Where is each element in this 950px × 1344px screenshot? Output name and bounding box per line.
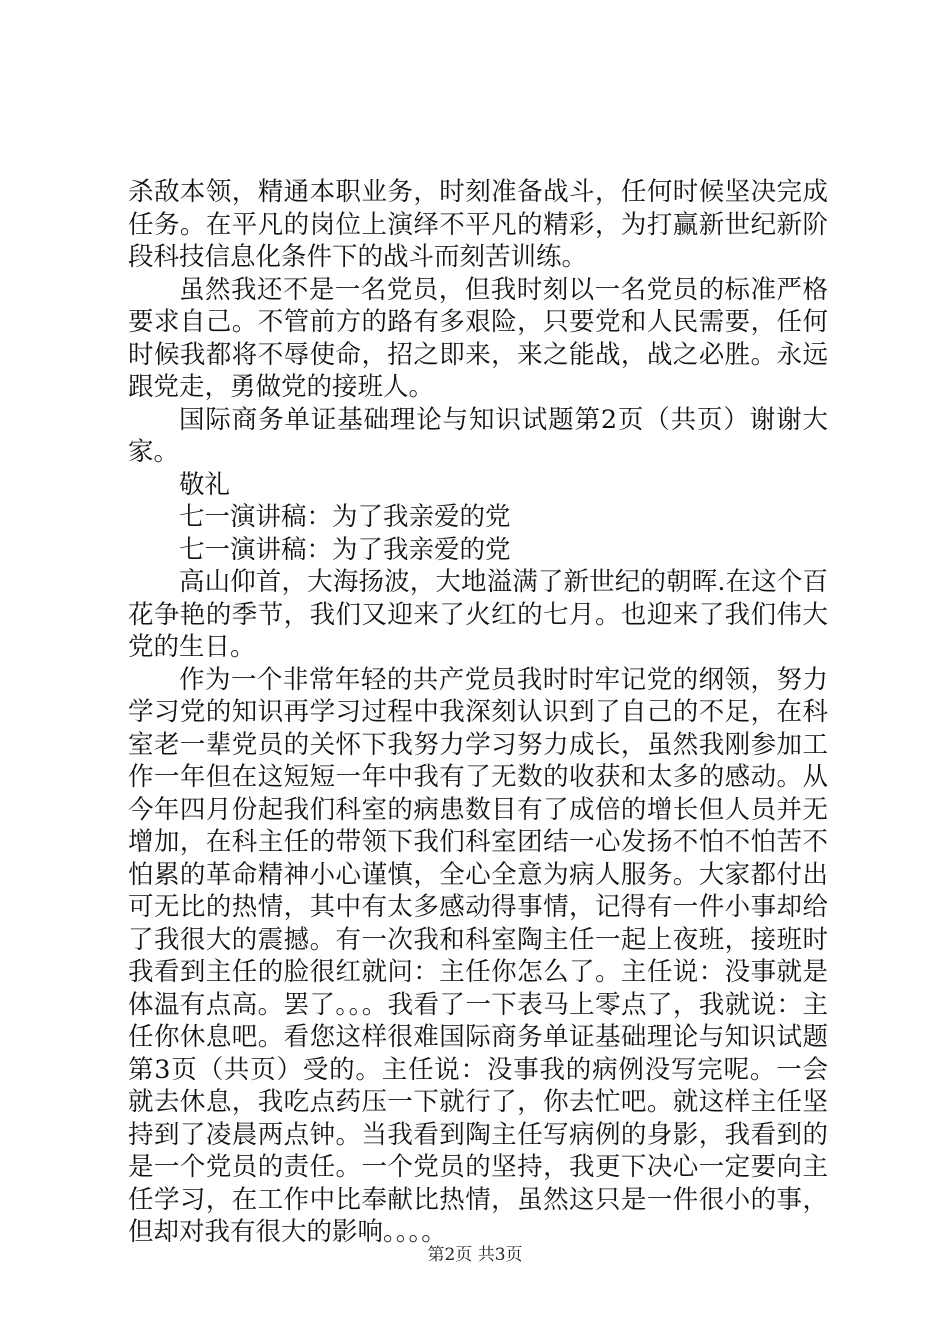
speech-title: 七一演讲稿：为了我亲爱的党 [179,502,511,532]
paragraph: 国际商务单证基础理论与知识试题第2页（共页）谢谢大家。 [128,404,828,467]
paragraph: 高山仰首，大海扬波，大地溢满了新世纪的朝晖.在这个百花争艳的季节，我们又迎来了火红的七月。也迎来了我们伟大党的生日。 [128,567,828,662]
paragraph: 虽然我还不是一名党员，但我时刻以一名党员的标准严格要求自己。不管前方的路有多艰险，只要党和人民需要，任何时候我都将不辱使命，招之即来，来之能战，战之必胜。永远跟党走，勇做党的接班人。 [128,274,828,402]
paragraph: 作为一个非常年轻的共产党员我时时牢记党的纲领，努力学习党的知识再学习过程中我深刻认识到了自己的不足，在科室老一辈党员的关怀下我努力学习努力成长，虽然我刚参加工作一年但在这短短一年中我有了无数的收获和太多的感动。从今年四月份起我们科室的病患数目有了成倍的增长但人员并无增加，在科主任的带领下我们科室团结一心发扬不怕不怕苦不怕累的革命精神小心谨慎，全心全意为病人服务。大家都付出可无比的热情，其中有太多感动得事情，记得有一件小事却给了我很大的震撼。有一次我和科室陶主任一起上夜班，接班时我看到主任的脸很红就问：主任你怎么了。主任说：没事就是体温有点高。罢了。。。我看了一下表马上零点了，我就说：主任你休息吧。看您这样很难国际商务单证基础理论与知识试题第3页（共页）受的。主任说：没事我的病例没写完呢。一会就去休息，我吃点药压一下就行了，你去忙吧。就这样主任坚持到了凌晨两点钟。当我看到陶主任写病例的身影，我看到的是一个党员的责任。一个党员的坚持，我更下决心一定要向主任学习，在工作中比奉献比热情，虽然这只是一件很小的事，但却对我有很大的影响。。。。 [128,664,828,1247]
page-number-footer: 第2页 共3页 [427,1245,523,1265]
speech-title: 七一演讲稿：为了我亲爱的党 [179,534,511,565]
document-body [128,176,828,1249]
salutation: 敬礼 [179,469,231,500]
paragraph: 杀敌本领，精通本职业务，时刻准备战斗，任何时候坚决完成任务。在平凡的岗位上演绎不平凡的精彩，为打赢新世纪新阶段科技信息化条件下的战斗而刻苦训练。 [128,177,828,272]
